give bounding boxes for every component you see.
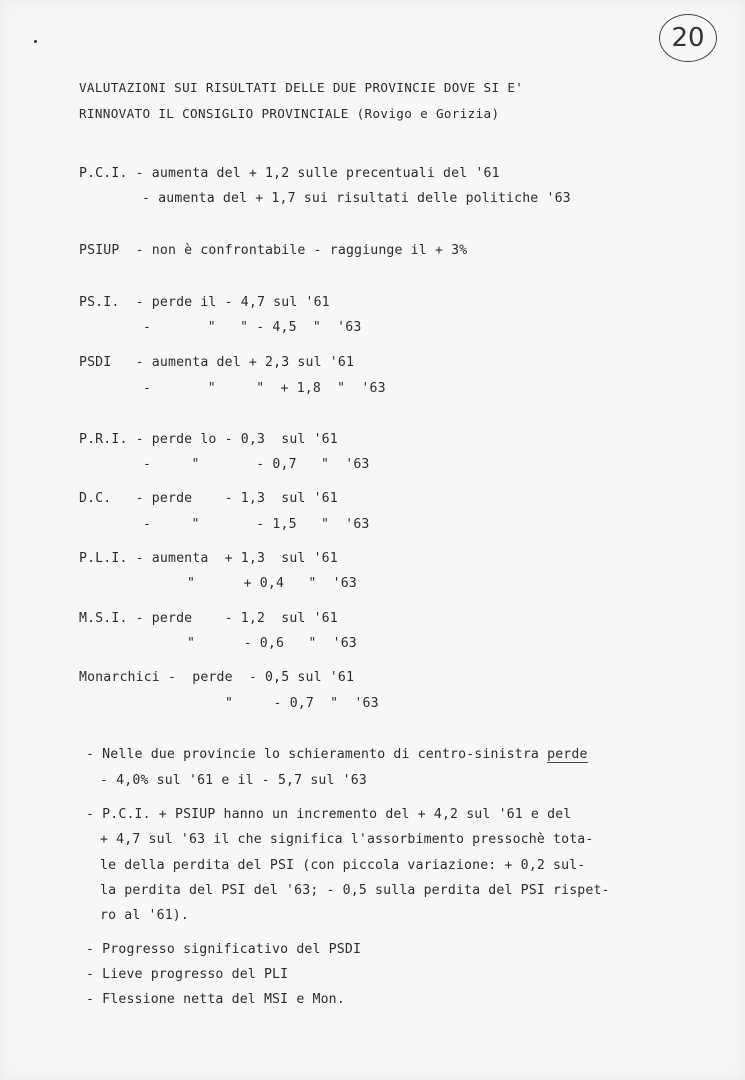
note-1-text: - Nelle due provincie lo schieramento di centro-sinistra (86, 747, 548, 762)
monarchici-line-2: " - 0,7 " '63 (225, 696, 379, 711)
psiup-line: PSIUP - non è confrontabile - raggiunge il + 3% (79, 243, 468, 258)
psdi-line-2: - " " + 1,8 " '63 (143, 381, 386, 396)
dc-line-2: - " - 1,5 " '63 (143, 517, 370, 532)
note-2-line-2: + 4,7 sul '63 il che significa l'assorbimento pressochè tota- (100, 832, 594, 847)
note-2-line-4: la perdita del PSI del '63; - 0,5 sulla perdita del PSI rispet- (100, 883, 610, 898)
note-1-line-2: - 4,0% sul '61 e il - 5,7 sul '63 (100, 773, 367, 788)
pci-line-2: - aumenta del + 1,7 sui risultati delle politiche '63 (142, 191, 571, 206)
note-5: - Flessione netta del MSI e Mon. (86, 992, 345, 1007)
ink-dot (34, 40, 37, 43)
note-2-line-3: le della perdita del PSI (con piccola variazione: + 0,2 sul- (100, 858, 586, 873)
pri-line-1: P.R.I. - perde lo - 0,3 sul '61 (79, 432, 338, 447)
note-3: - Progresso significativo del PSDI (86, 942, 362, 957)
title-line-2: RINNOVATO IL CONSIGLIO PROVINCIALE (Rovigo e Gorizia) (79, 106, 500, 121)
pli-line-2: " + 0,4 " '63 (187, 576, 357, 591)
dc-line-1: D.C. - perde - 1,3 sul '61 (79, 491, 338, 506)
note-2-line-1: - P.C.I. + PSIUP hanno un incremento del + 4,2 sul '61 e del (86, 807, 572, 822)
pli-line-1: P.L.I. - aumenta + 1,3 sul '61 (79, 551, 338, 566)
note-1-line-1 (86, 747, 588, 763)
note-4: - Lieve progresso del PLI (86, 967, 289, 982)
psdi-line-1: PSDI - aumenta del + 2,3 sul '61 (79, 355, 355, 370)
msi-line-2: " - 0,6 " '63 (187, 636, 357, 651)
page-number: 20 (659, 14, 717, 62)
title-line-1: VALUTAZIONI SUI RISULTATI DELLE DUE PROVINCIE DOVE SI E' (79, 80, 524, 95)
psi-line-2: - " " - 4,5 " '63 (143, 320, 362, 335)
monarchici-line-1: Monarchici - perde - 0,5 sul '61 (79, 670, 355, 685)
pri-line-2: - " - 0,7 " '63 (143, 457, 370, 472)
psi-line-1: PS.I. - perde il - 4,7 sul '61 (79, 295, 330, 310)
note-2-line-5: ro al '61). (100, 908, 189, 923)
pci-line-1: P.C.I. - aumenta del + 1,2 sulle precentuali del '61 (79, 166, 500, 181)
note-1-underlined-word: perde (547, 747, 588, 762)
msi-line-1: M.S.I. - perde - 1,2 sul '61 (79, 611, 338, 626)
